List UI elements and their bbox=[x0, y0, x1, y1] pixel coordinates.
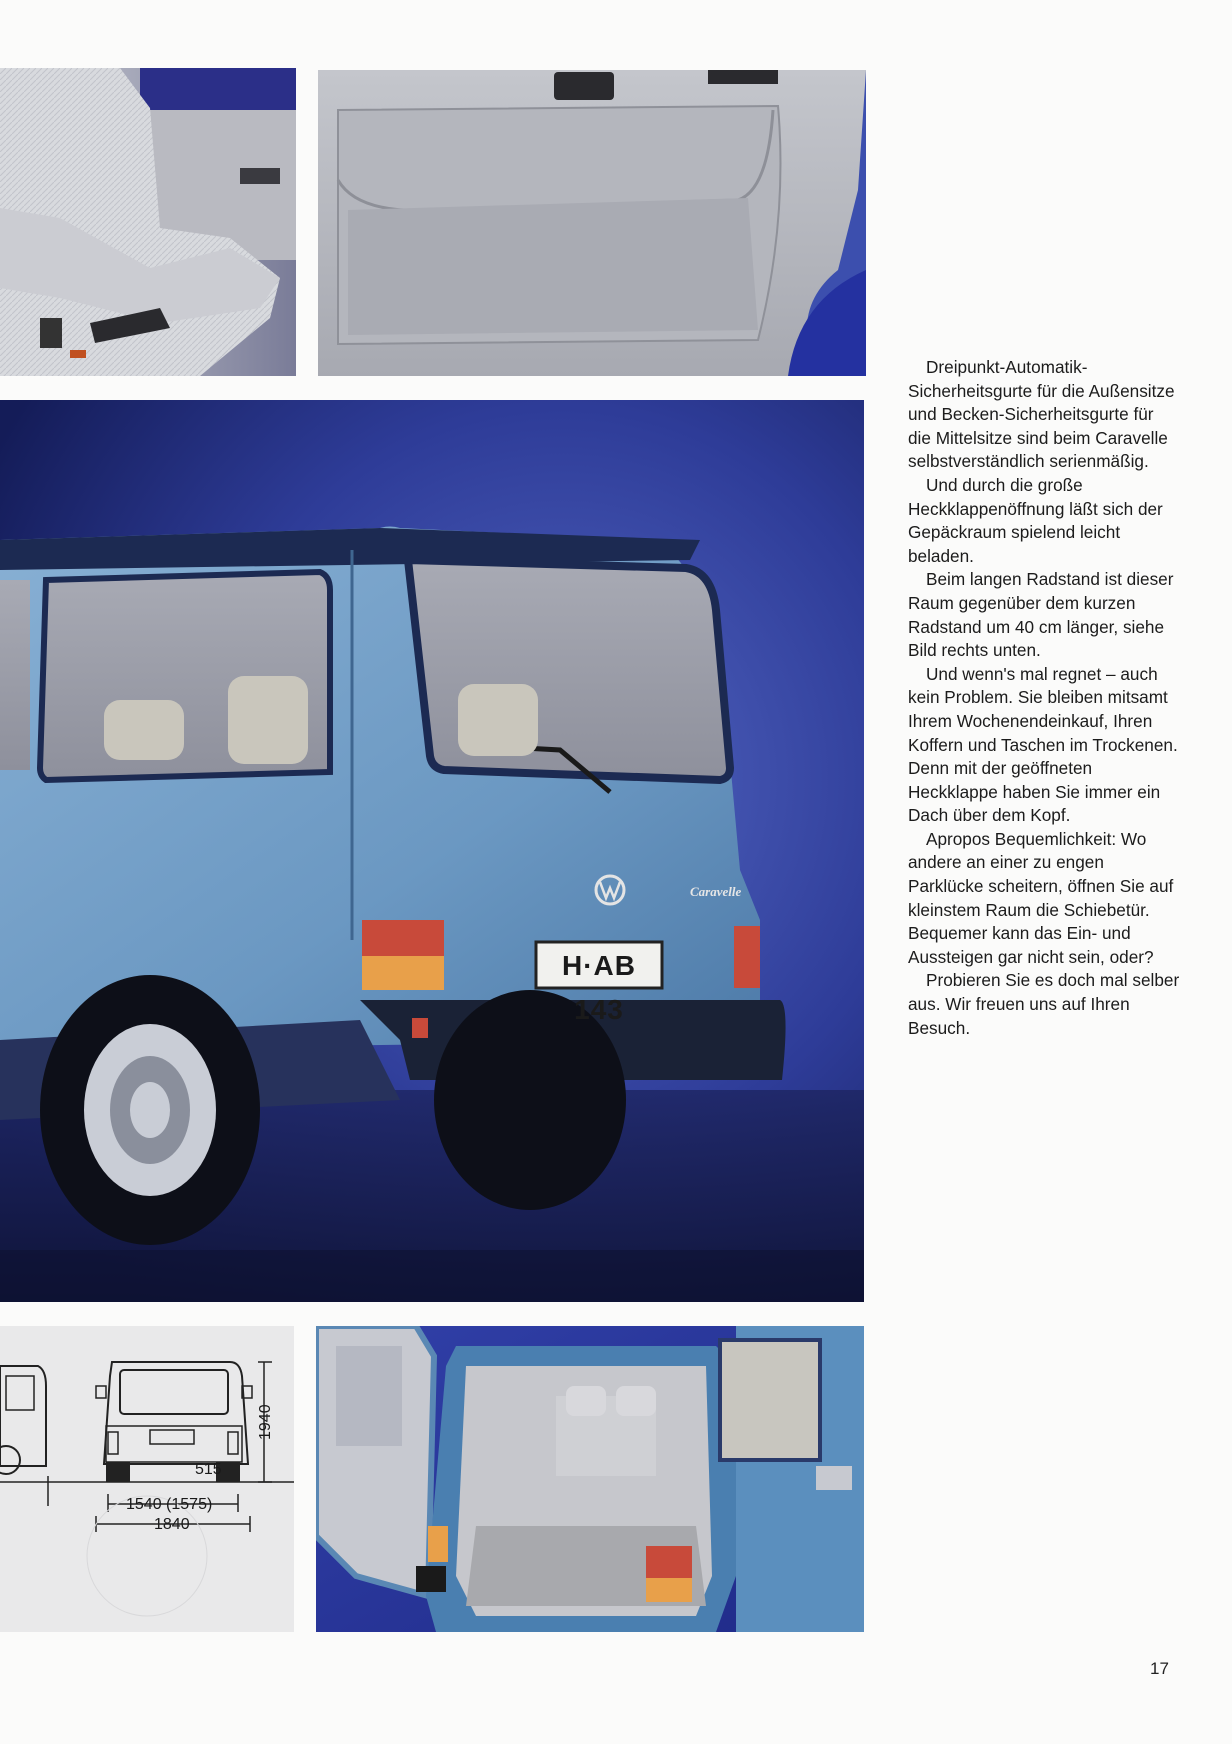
cargo-area-photo bbox=[316, 1326, 864, 1632]
caravelle-badge: Caravelle bbox=[690, 884, 742, 899]
drawing-width-label: 1840 bbox=[154, 1516, 190, 1533]
paragraph: Apropos Bequemlichkeit: Wo andere an einer zu engen Parklücke scheitern, öffnen Sie auf kleinstem Raum die Schiebetür. Bequemer kann das Ein- und Aussteigen gar nicht sein, oder? bbox=[908, 828, 1174, 967]
page-number: 17 bbox=[1150, 1659, 1169, 1678]
paragraph: Und durch die große Heckklappenöffnung läßt sich der Gepäckraum spielend leicht beladen. bbox=[908, 474, 1163, 566]
article-text bbox=[908, 356, 1180, 1040]
paragraph: Und wenn's mal regnet – auch kein Problem. Sie bleiben mitsamt Ihrem Wochenendeinkauf, Ihren Koffern und Taschen im Trockenen. Denn mit der geöffneten Heckklappe haben Sie immer ein Dach über dem Kopf. bbox=[908, 663, 1178, 826]
drawing-track-label: 1540 (1575) bbox=[126, 1496, 213, 1513]
door-panel-photo bbox=[318, 70, 866, 376]
license-plate-text: H·AB 143 bbox=[562, 950, 636, 1025]
van-rear-photo bbox=[0, 400, 864, 1302]
drawing-height-label: 1940 bbox=[257, 1404, 274, 1440]
paragraph: Beim langen Radstand ist dieser Raum gegenüber dem kurzen Radstand um 40 cm länger, siehe Bild rechts unten. bbox=[908, 569, 1174, 661]
dimension-drawing bbox=[0, 1326, 294, 1632]
rear-seat-photo bbox=[0, 68, 296, 376]
paragraph: Probieren Sie es doch mal selber aus. Wir freuen uns auf Ihren Besuch. bbox=[908, 970, 1180, 1038]
drawing-small-label: 515 bbox=[195, 1461, 222, 1478]
paragraph: Dreipunkt-Automatik-Sicherheitsgurte für die Außensitze und Becken-Sicherheitsgurte für die Mittelsitze sind beim Caravelle selbstverständlich serienmäßig. bbox=[908, 357, 1175, 472]
